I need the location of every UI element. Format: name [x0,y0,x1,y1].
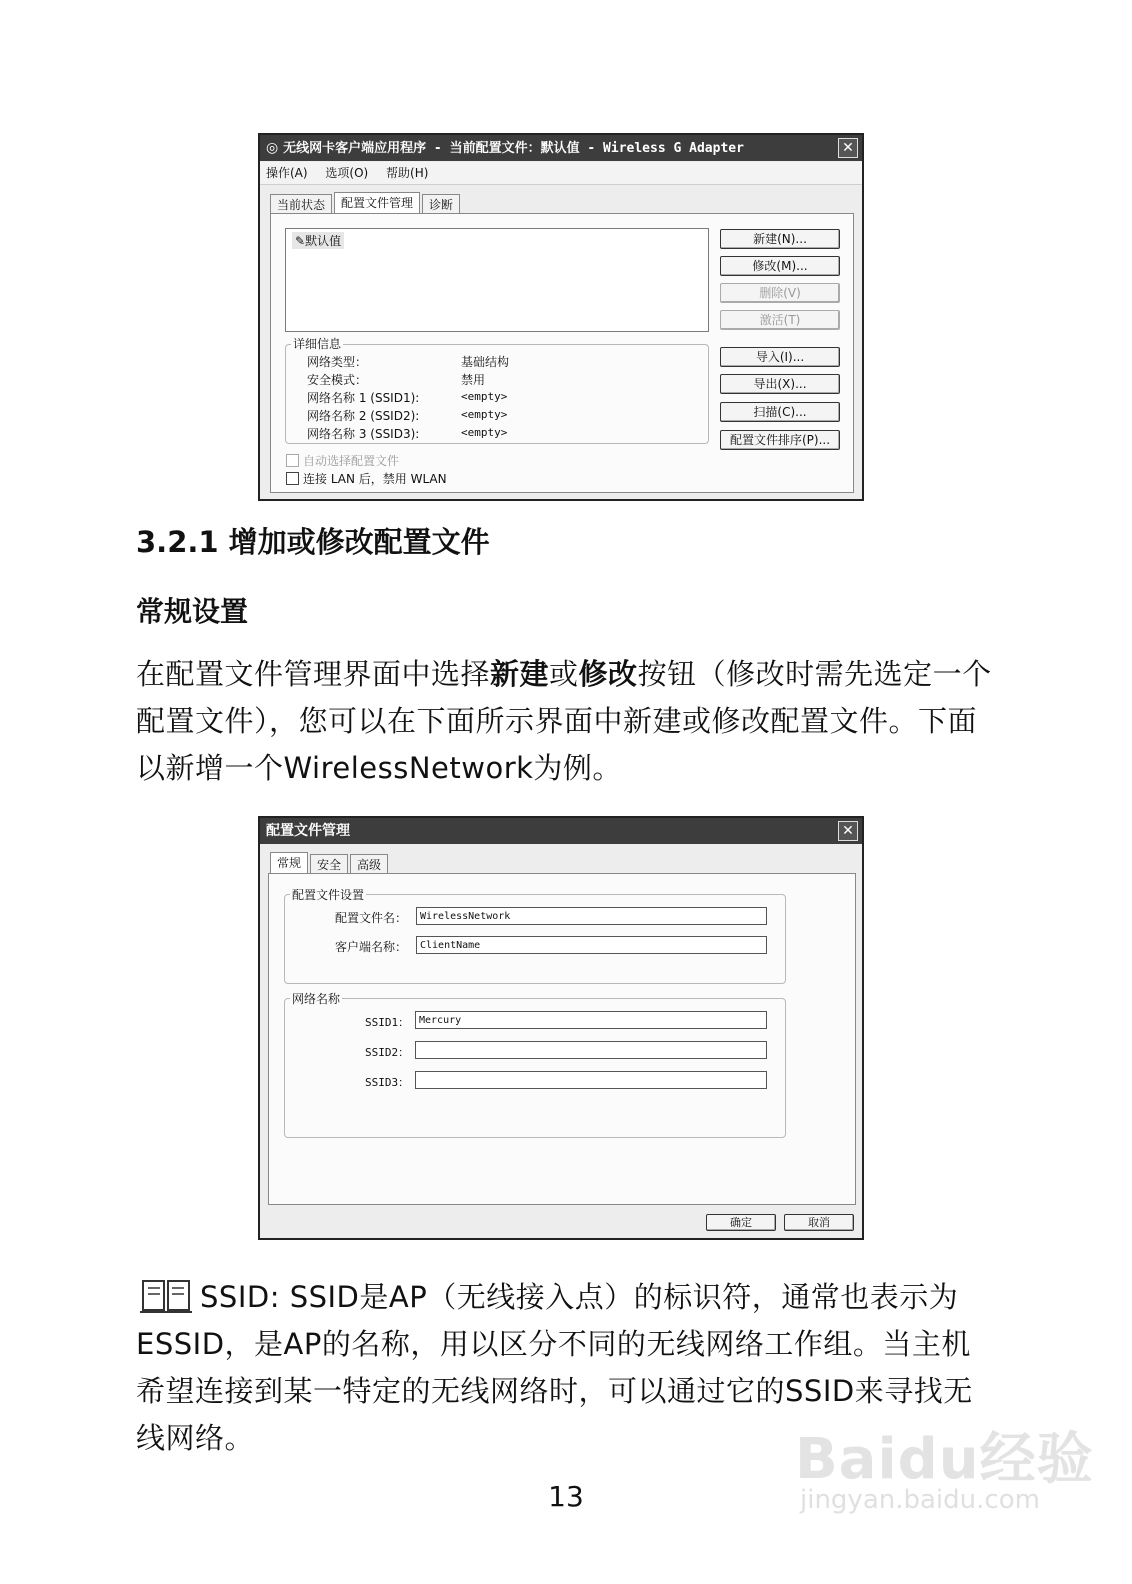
import-button[interactable]: 导入(I)... [720,347,840,367]
detail-value-network-type: 基础结构 [461,355,510,369]
export-button[interactable]: 导出(X)... [720,374,840,394]
network-names-label: 网络名称 [292,992,341,1006]
tab-advanced[interactable]: 高级 [350,854,388,876]
profile-icon: ✎ [295,234,306,248]
detail-label-ssid1: 网络名称 1 (SSID1): [307,391,420,405]
client-name-label: 客户端名称： [335,940,408,954]
baidu-watermark-logo: Baidu经验 [795,1427,1094,1492]
dialog-title-bar [260,818,862,844]
signal-icon: ◎ [266,140,284,156]
detail-value-ssid1: <empty> [461,390,508,403]
list-item[interactable] [292,232,344,249]
tab-current-status[interactable]: 当前状态 [270,194,332,216]
detail-value-ssid2: <empty> [461,408,508,421]
detail-label-ssid2: 网络名称 2 (SSID2): [307,409,420,423]
ssid2-label: SSID2： [365,1046,410,1059]
auto-select-checkbox[interactable] [286,454,299,467]
ssid2-input[interactable] [415,1041,767,1059]
intro-paragraph: 在配置文件管理界面中选择新建或修改按钮（修改时需先选定一个配置文件），您可以在下面所示界面中新建或修改配置文件。下面以新增一个WirelessNetwork为例。 [136,657,992,785]
tab-security[interactable]: 安全 [310,854,348,876]
delete-button[interactable]: 删除(V) [720,283,840,303]
profile-settings-label: 配置文件设置 [292,888,365,902]
modify-keyword: 修改 [578,657,638,691]
dialog-close-button[interactable]: ✕ [838,821,858,841]
profile-name-input[interactable]: WirelessNetwork [416,907,767,925]
disable-wlan-checkbox[interactable] [286,472,299,485]
menu-help[interactable]: 帮助(H) [386,166,429,180]
ssid-note: SSID: SSID是AP（无线接入点）的标识符，通常也表示为ESSID，是AP的名称，用以区分不同的无线网络工作组。当主机希望连接到某一特定的无线网络时，可以通过它的SSID来寻找无线网络。 [136,1280,973,1455]
page-number: 13 [548,1480,584,1513]
close-button[interactable]: ✕ [838,138,858,158]
ssid3-label: SSID3： [365,1076,410,1089]
ssid1-input[interactable]: Mercury [415,1011,767,1029]
dialog-title: 配置文件管理 [266,823,350,839]
tab-diagnostics[interactable]: 诊断 [422,194,460,216]
detail-label-security-mode: 安全模式： [307,373,368,387]
details-label: 详细信息 [293,337,342,351]
new-button[interactable]: 新建(N)... [720,229,840,249]
detail-label-ssid3: 网络名称 3 (SSID3): [307,427,420,441]
tab-general[interactable]: 常规 [270,852,308,877]
ssid1-label: SSID1： [365,1016,410,1029]
window-title: 无线网卡客户端应用程序 - 当前配置文件：默认值 - Wireless G Adapter [283,141,744,156]
client-name-input[interactable]: ClientName [416,936,767,954]
detail-value-ssid3: <empty> [461,426,508,439]
ok-button[interactable]: 确定 [706,1214,776,1231]
profile-name-label: 配置文件名： [335,911,408,925]
section-title: 3.2.1 增加或修改配置文件 [136,525,490,559]
ssid3-input[interactable] [415,1071,767,1089]
detail-label-network-type: 网络类型： [307,355,368,369]
menu-action[interactable]: 操作(A) [266,166,308,180]
profile-name: 默认值 [305,234,342,248]
window-title-bar [260,135,862,161]
profile-order-button[interactable]: 配置文件排序(P)... [720,430,840,450]
modify-button[interactable]: 修改(M)... [720,256,840,276]
baidu-watermark-url: jingyan.baidu.com [800,1485,1040,1515]
profile-list[interactable] [285,228,709,332]
profile-management-dialog [258,816,864,1240]
disable-wlan-label: 连接 LAN 后，禁用 WLAN [303,472,447,486]
scan-button[interactable]: 扫描(C)... [720,402,840,422]
profile-management-panel [270,213,854,493]
client-utility-window [258,133,864,501]
tab-profile-management[interactable]: 配置文件管理 [334,192,420,217]
auto-select-label: 自动选择配置文件 [303,454,400,468]
general-panel [268,873,856,1205]
activate-button[interactable]: 激活(T) [720,310,840,330]
cancel-button[interactable]: 取消 [784,1214,854,1231]
new-keyword: 新建 [490,657,550,691]
menu-bar [260,162,862,185]
subsection-title: 常规设置 [136,595,249,628]
menu-options[interactable]: 选项(O) [325,166,369,180]
detail-value-security-mode: 禁用 [461,373,486,387]
